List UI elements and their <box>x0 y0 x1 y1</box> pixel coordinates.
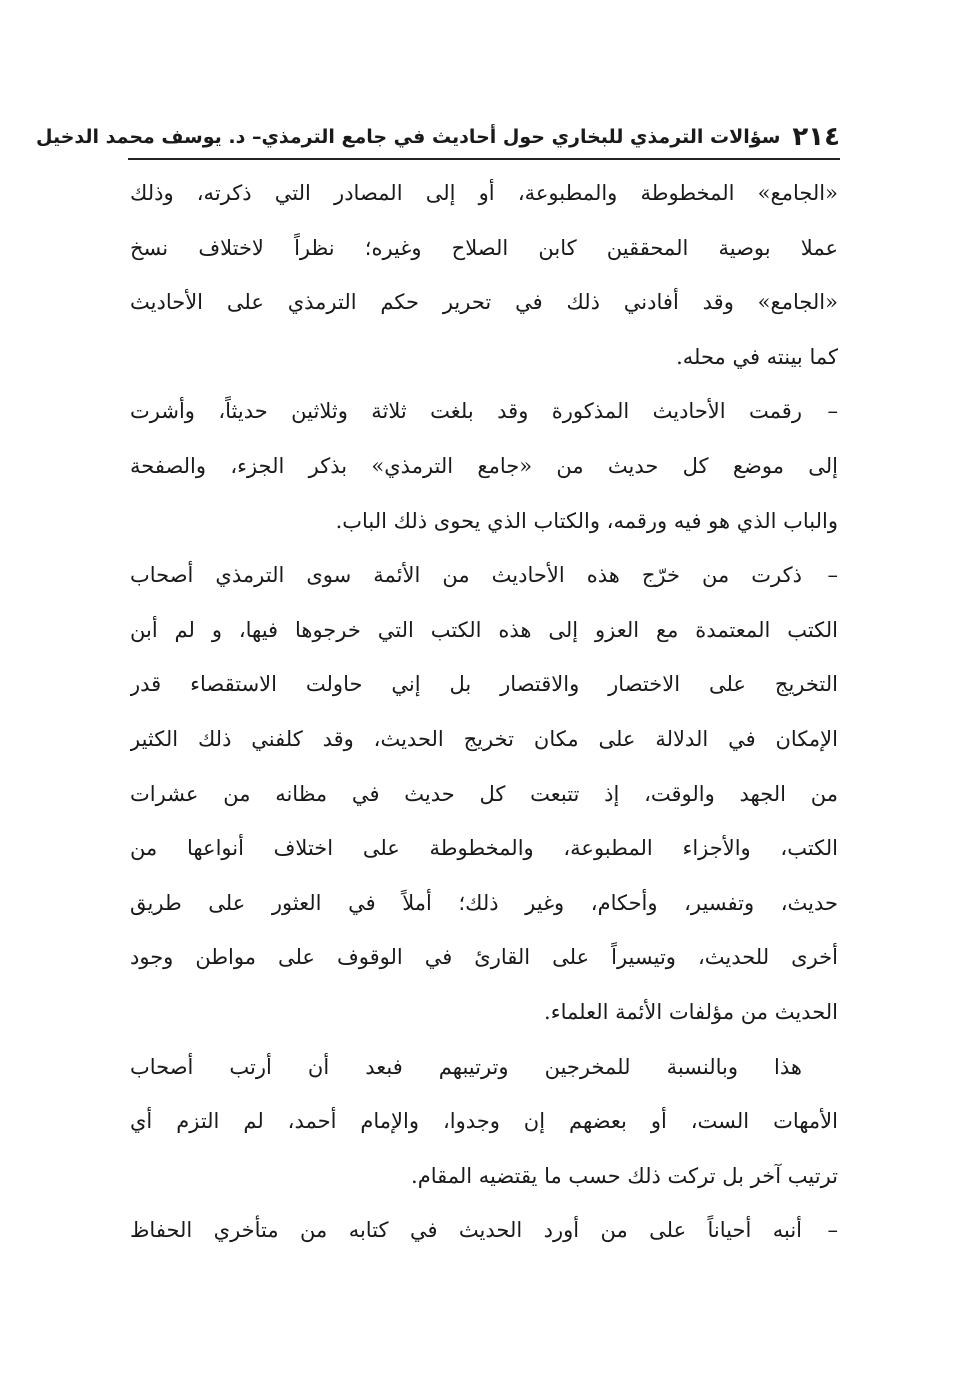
text-line: التخريج على الاختصار والاقتصار بل إني حاولت الاستقصاء قدر <box>130 672 838 697</box>
text-line: «الجامع» وقد أفادني ذلك في تحرير حكم الترمذي على الأحاديث <box>130 290 838 315</box>
text-line: إلى موضع كل حديث من «جامع الترمذي» بذكر الجزء، والصفحة <box>130 453 838 478</box>
page-number: ٢١٤ <box>792 122 840 152</box>
text-line: أخرى للحديث، وتيسيراً على القارئ في الوقوف على مواطن وجود <box>130 945 838 970</box>
bullet-item-line <box>130 384 838 439</box>
bullet-dash: – <box>827 563 838 588</box>
running-header <box>36 117 840 157</box>
bullet-dash: – <box>827 399 838 424</box>
text-line: «الجامع» المخطوطة والمطبوعة، أو إلى المصادر التي ذكرته، وذلك <box>130 181 838 205</box>
body-text <box>130 166 838 1258</box>
text-span: رقمت الأحاديث المذكورة وقد بلغت ثلاثة وثلاثين حديثاً، وأشرت <box>130 399 802 424</box>
text-line: الأمهات الست، أو بعضهم إن وجدوا، والإمام أحمد، لم التزم أي <box>130 1109 838 1134</box>
text-line: الكتب المعتمدة مع العزو إلى هذه الكتب التي خرجوها فيها، و لم أبن <box>130 617 838 642</box>
text-line: الحديث من مؤلفات الأئمة العلماء. <box>544 999 838 1024</box>
text-span: ذكرت من خرّج هذه الأحاديث من الأئمة سوى الترمذي أصحاب <box>130 563 802 588</box>
text-line: عملا بوصية المحققين كابن الصلاح وغيره؛ نظراً لاختلاف نسخ <box>130 235 838 260</box>
text-line: والباب الذي هو فيه ورقمه، والكتاب الذي يحوى ذلك الباب. <box>335 508 838 533</box>
text-span: أنبه أحياناً على من أورد الحديث في كتابه من متأخري الحفاظ <box>130 1218 802 1243</box>
text-line: الإمكان في الدلالة على مكان تخريج الحديث، وقد كلفني ذلك الكثير <box>130 726 838 751</box>
bullet-item-line <box>130 1203 838 1258</box>
text-line: كما بينته في محله. <box>676 344 838 369</box>
header-rule <box>128 158 840 160</box>
text-line: حديث، وتفسير، وأحكام، وغير ذلك؛ أملاً في العثور على طريق <box>130 890 838 915</box>
paragraph-first-line: هذا وبالنسبة للمخرجين وترتيبهم فبعد أن أرتب أصحاب <box>130 1054 802 1079</box>
running-title: سؤالات الترمذي للبخاري حول أحاديث في جامع الترمذي– د. يوسف محمد الدخيل <box>36 126 781 148</box>
text-line: من الجهد والوقت، إذ تتبعت كل حديث في مظانه من عشرات <box>130 781 838 806</box>
text-line: ترتيب آخر بل تركت ذلك حسب ما يقتضيه المقام. <box>411 1163 838 1188</box>
bullet-item-line <box>130 548 838 603</box>
text-line: الكتب، والأجزاء المطبوعة، والمخطوطة على اختلاف أنواعها من <box>130 836 838 861</box>
bullet-dash: – <box>827 1218 838 1243</box>
